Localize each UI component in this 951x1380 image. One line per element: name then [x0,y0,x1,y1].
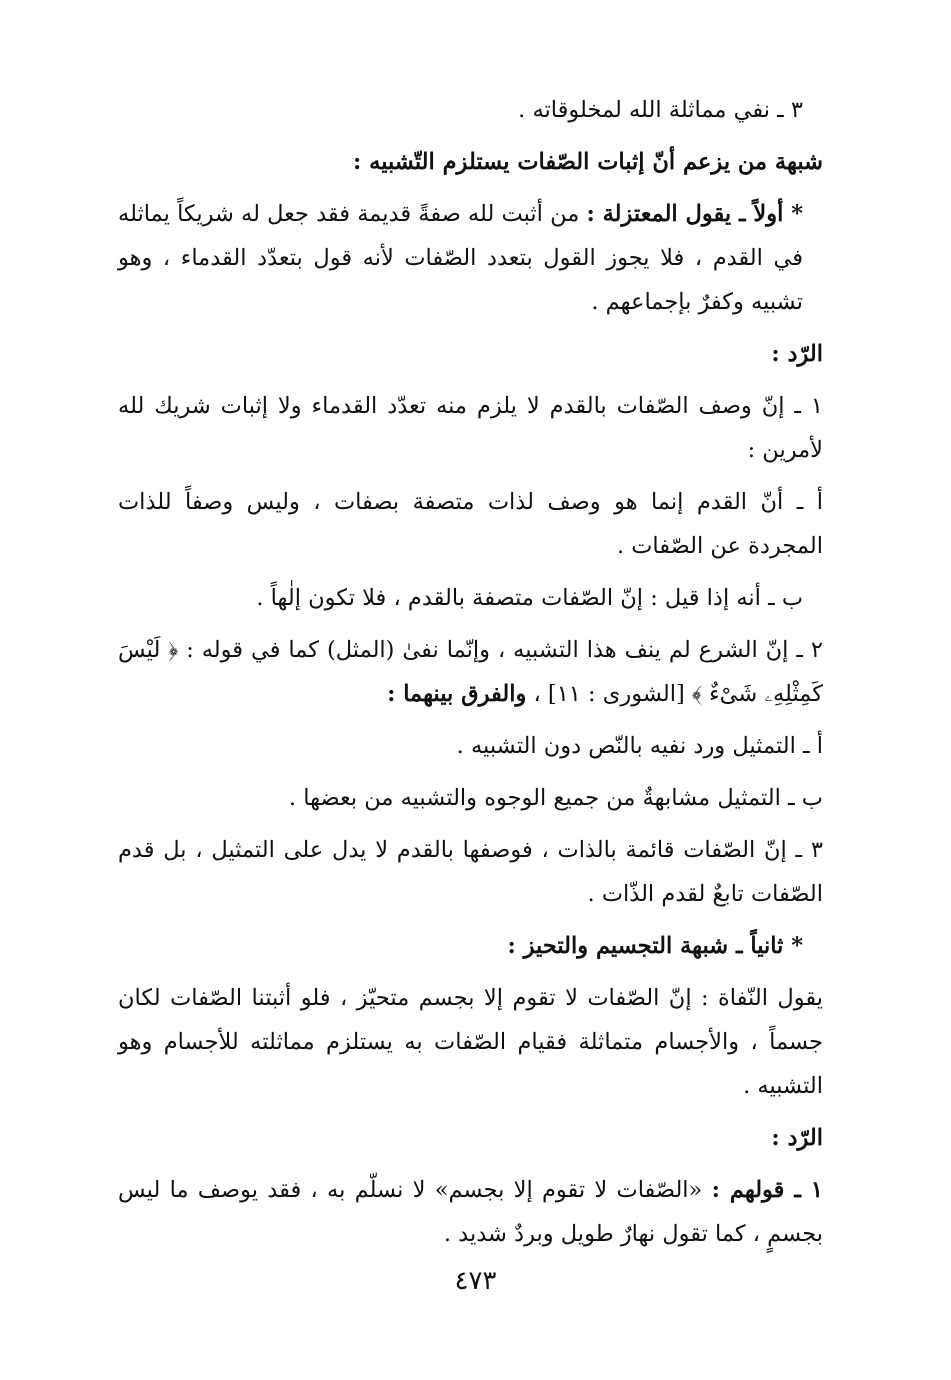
reply-1-point-3: ٣ ـ إنّ الصّفات قائمة بالذات ، فوصفها بالقدم لا يدل على التمثيل ، بل قدم الصّفات تابعٌ لقدم الذّات . [118,837,823,907]
first-doubt-paragraph [118,192,823,324]
first-doubt-label: * أولاً ـ يقول المعتزلة : [586,201,803,227]
page-body [118,88,823,1264]
reply-2-text: «الصّفات لا تقوم إلا بجسم» لا نسلّم به ، فقد يوصف ما ليس بجسمٍ ، كما تقول نهارٌ طويل وبردٌ شديد . [118,1177,823,1247]
reply-1-point-b: ب ـ أنه إذا قيل : إنّ الصّفات متصفة بالقدم ، فلا تكون إلٰهاً . [256,585,803,611]
difference-point-b: ب ـ التمثيل مشابهةٌ من جميع الوجوه والتشبيه من بعضها . [288,785,823,811]
reply-heading-2: الرّد : [771,1125,823,1151]
reply-1-point-1: ١ ـ إنّ وصف الصّفات بالقدم لا يلزم منه تعدّد القدماء ولا إثبات شريك لله لأمرين : [118,393,823,463]
reply-2-point-1 [118,1168,823,1256]
second-doubt-heading: * ثانياً ـ شبهة التجسيم والتحيز : [507,933,803,959]
section-heading-doubt: شبهة من يزعم أنّ إثبات الصّفات يستلزم التّشبيه : [353,149,823,175]
difference-label: والفرق بينهما : [387,681,527,707]
reply-1-point-a: أ ـ أنّ القدم إنما هو وصف لذات متصفة بصفات ، وليس وصفاً للذات المجردة عن الصّفات . [118,489,823,559]
page-number: ٤٧٣ [454,1266,497,1296]
reply-heading-1: الرّد : [771,341,823,367]
reply-1-point-2-text: ٢ ـ إنّ الشرع لم ينف هذا التشبيه ، وإنّما نفىٰ (المثل) كما في قوله : ﴿ لَيْسَ كَمِثْلِهِۦ شَىْءٌ ﴾ [الشورى : ١١] ، [118,637,823,707]
reply-1-point-2 [118,628,823,716]
reply-2-label: ١ ـ قولهم : [711,1177,823,1203]
difference-point-a: أ ـ التمثيل ورد نفيه بالنّص دون التشبيه . [456,733,823,759]
first-doubt-text: من أثبت لله صفةً قديمة فقد جعل له شريكاً يماثله في القدم ، فلا يجوز القول بتعدد الصّفات لأنه قول بتعدّد القدماء ، وهو تشبيه وكفرٌ بإجماعهم . [118,201,803,315]
point-three-denial: ٣ ـ نفي مماثلة الله لمخلوقاته . [518,97,803,123]
second-doubt-text: يقول النّفاة : إنّ الصّفات لا تقوم إلا بجسم متحيّز ، فلو أثبتنا الصّفات لكان جسماً ، والأجسام متماثلة فقيام الصّفات به يستلزم مماثلته للأجسام وهو التشبيه . [118,985,823,1099]
